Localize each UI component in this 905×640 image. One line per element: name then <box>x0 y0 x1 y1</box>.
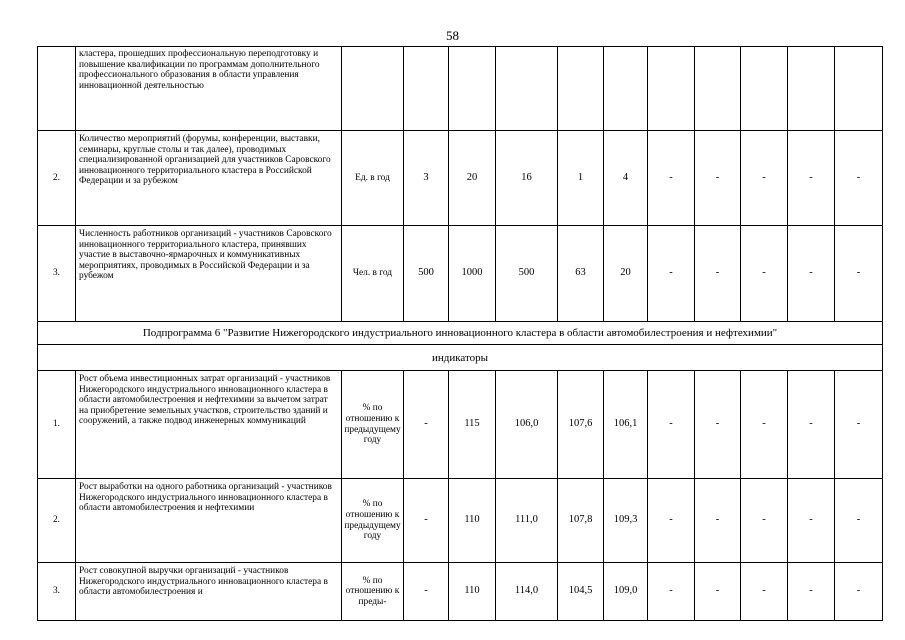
value-cell: - <box>695 131 741 226</box>
unit-cell: % по отношению к преды- <box>342 563 404 621</box>
value-cell <box>835 47 883 131</box>
value-cell: 1 <box>558 131 604 226</box>
value-cell: 1000 <box>449 226 496 322</box>
value-cell: - <box>695 479 741 563</box>
value-cell: - <box>741 371 788 479</box>
value-cell: - <box>788 371 835 479</box>
table-row <box>38 226 883 322</box>
unit-cell: % по отношению к предыдущему году <box>342 479 404 563</box>
value-cell: - <box>741 479 788 563</box>
value-cell: - <box>788 226 835 322</box>
value-cell: - <box>695 371 741 479</box>
indicators-table <box>37 46 883 621</box>
table-row <box>38 131 883 226</box>
value-cell: 110 <box>449 563 496 621</box>
value-cell: 106,0 <box>496 371 558 479</box>
value-cell <box>404 47 449 131</box>
subprogram-row <box>38 322 883 345</box>
value-cell <box>558 47 604 131</box>
value-cell: - <box>741 131 788 226</box>
value-cell: - <box>648 226 695 322</box>
value-cell <box>695 47 741 131</box>
value-cell: 63 <box>558 226 604 322</box>
unit-cell: % по отношению к предыдущему году <box>342 371 404 479</box>
row-number: 3. <box>38 226 76 322</box>
value-cell: - <box>835 563 883 621</box>
table-row <box>38 563 883 621</box>
value-cell: - <box>695 226 741 322</box>
value-cell: 20 <box>449 131 496 226</box>
value-cell: 500 <box>496 226 558 322</box>
indicator-description: Численность работников организаций - участников Саровского инновационного территориального кластера, принявших участие в выставочно-ярмарочных и коммуникативных мероприятиях, проводимых в Российской Федерации и за рубежом <box>76 226 342 322</box>
row-number: 3. <box>38 563 76 621</box>
value-cell: - <box>788 479 835 563</box>
value-cell: - <box>788 563 835 621</box>
unit-cell <box>342 47 404 131</box>
value-cell: 500 <box>404 226 449 322</box>
value-cell: - <box>648 131 695 226</box>
value-cell: - <box>741 226 788 322</box>
value-cell: 3 <box>404 131 449 226</box>
value-cell <box>648 47 695 131</box>
value-cell <box>741 47 788 131</box>
value-cell: 106,1 <box>604 371 648 479</box>
row-number: 1. <box>38 371 76 479</box>
value-cell: 104,5 <box>558 563 604 621</box>
value-cell <box>449 47 496 131</box>
indicators-header-row <box>38 345 883 371</box>
value-cell: 109,0 <box>604 563 648 621</box>
value-cell: 20 <box>604 226 648 322</box>
table-row <box>38 371 883 479</box>
table-row <box>38 479 883 563</box>
value-cell: - <box>404 563 449 621</box>
value-cell: 111,0 <box>496 479 558 563</box>
value-cell: 16 <box>496 131 558 226</box>
value-cell: - <box>648 479 695 563</box>
value-cell: - <box>648 563 695 621</box>
row-number: 2. <box>38 131 76 226</box>
value-cell: - <box>835 479 883 563</box>
table-row <box>38 47 883 131</box>
unit-cell: Чел. в год <box>342 226 404 322</box>
value-cell <box>604 47 648 131</box>
value-cell: 110 <box>449 479 496 563</box>
indicator-description: Количество мероприятий (форумы, конференции, выставки, семинары, круглые столы и так далее), проводимых специализированной организацией для участников Саровского инновационного территориального кластера в Российской Федерации и за рубежом <box>76 131 342 226</box>
page-number: 58 <box>446 28 459 43</box>
value-cell: 4 <box>604 131 648 226</box>
value-cell: 115 <box>449 371 496 479</box>
value-cell: - <box>788 131 835 226</box>
value-cell: - <box>648 371 695 479</box>
indicator-description: кластера, прошедших профессиональную переподготовку и повышение квалификации по программам дополнительного профессионального образования в области управления инновационной деятельностью <box>76 47 342 131</box>
value-cell: - <box>404 479 449 563</box>
value-cell: - <box>695 563 741 621</box>
value-cell <box>788 47 835 131</box>
unit-cell: Ед. в год <box>342 131 404 226</box>
value-cell: 107,8 <box>558 479 604 563</box>
value-cell <box>496 47 558 131</box>
subprogram-title: Подпрограмма 6 "Развитие Нижегородского индустриального инновационного кластера в области автомобилестроения и нефтехимии" <box>38 322 883 345</box>
value-cell: - <box>835 371 883 479</box>
row-number: 2. <box>38 479 76 563</box>
indicator-description: Рост объема инвестиционных затрат организаций - участников Нижегородского индустриального инновационного кластера в области автомобилестроения и нефтехимии за вычетом затрат на приобретение земельных участков, строительство зданий и сооружений, а также подвод инженерных коммуникаций <box>76 371 342 479</box>
value-cell: - <box>835 226 883 322</box>
value-cell: 114,0 <box>496 563 558 621</box>
value-cell: - <box>741 563 788 621</box>
indicator-description: Рост совокупной выручки организаций - участников Нижегородского индустриального инновационного кластера в области автомобилестроения и <box>76 563 342 621</box>
row-number <box>38 47 76 131</box>
value-cell: - <box>835 131 883 226</box>
value-cell: - <box>404 371 449 479</box>
value-cell: 109,3 <box>604 479 648 563</box>
indicators-label: индикаторы <box>38 345 883 371</box>
value-cell: 107,6 <box>558 371 604 479</box>
indicator-description: Рост выработки на одного работника организаций - участников Нижегородского индустриального инновационного кластера в области автомобилестроения и нефтехимии <box>76 479 342 563</box>
